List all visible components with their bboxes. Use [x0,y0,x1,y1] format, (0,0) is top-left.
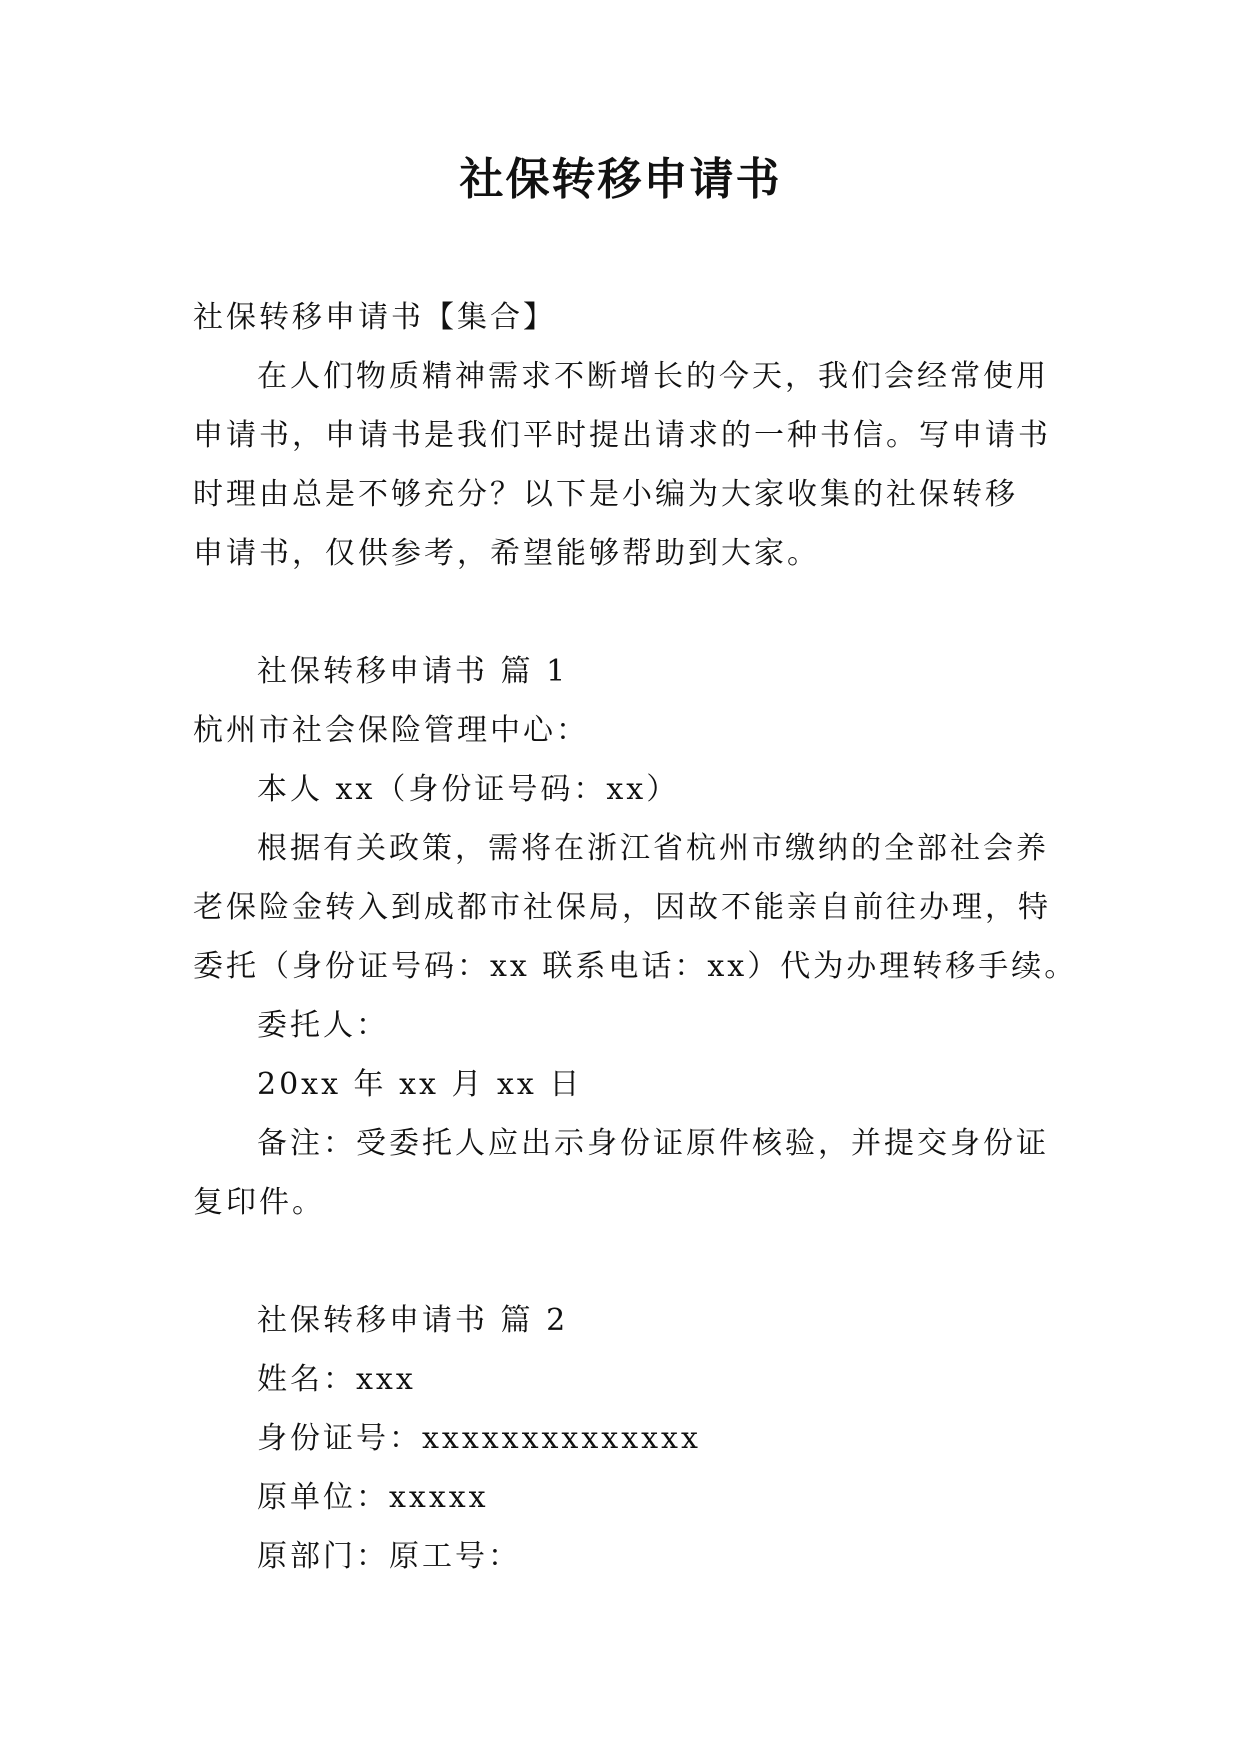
section2-former-dept: 原部门：原工号： [257,1539,521,1574]
document-subtitle: 社保转移申请书【集合】 [193,300,556,335]
intro-line: 在人们物质精神需求不断增长的今天，我们会经常使用 [257,359,1049,394]
section1-principal: 委托人： [257,1008,389,1043]
intro-line: 申请书，仅供参考，希望能够帮助到大家。 [193,536,820,571]
section2-name: 姓名：xxx [257,1362,416,1397]
intro-line: 时理由总是不够充分？以下是小编为大家收集的社保转移 [193,477,1018,512]
section2-heading: 社保转移申请书 篇 2 [257,1303,569,1338]
section1-body-line: 根据有关政策，需将在浙江省杭州市缴纳的全部社会养 [257,831,1049,866]
section2-id-number: 身份证号：xxxxxxxxxxxxxx [257,1421,701,1456]
section1-heading: 社保转移申请书 篇 1 [257,654,569,689]
section1-date: 20xx 年 xx 月 xx 日 [257,1067,583,1102]
section1-body-line: 老保险金转入到成都市社保局，因故不能亲自前往办理，特 [193,890,1051,925]
section1-note-line: 复印件。 [193,1185,325,1220]
section1-addressee: 杭州市社会保险管理中心： [193,713,589,748]
section2-former-unit: 原单位：xxxxx [257,1480,489,1515]
paragraph-gap [193,1232,1073,1291]
document-body [193,288,1078,1586]
document-title: 社保转移申请书 [459,154,782,205]
section1-body-line: 委托（身份证号码：xx 联系电话：xx）代为办理转移手续。 [193,949,1078,984]
intro-line: 申请书，申请书是我们平时提出请求的一种书信。写申请书 [193,418,1051,453]
section1-note-line: 备注：受委托人应出示身份证原件核验，并提交身份证 [257,1126,1049,1161]
section1-identity: 本人 xx（身份证号码：xx） [257,772,680,807]
paragraph-gap [193,583,1073,642]
